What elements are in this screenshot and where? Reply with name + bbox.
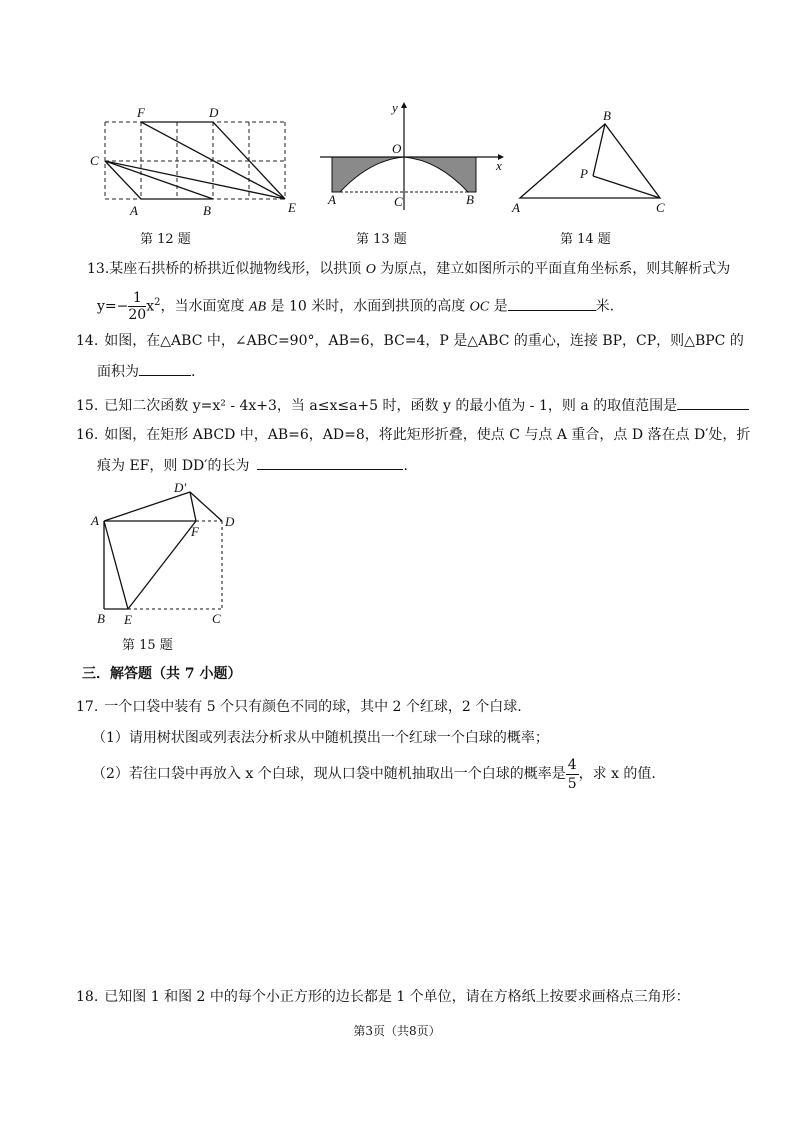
label-B: B bbox=[97, 611, 105, 626]
label-E: E bbox=[288, 200, 296, 215]
label-C: C bbox=[212, 611, 221, 626]
label-C: C bbox=[656, 200, 665, 215]
question-14: 14. 如图，在△ABC 中，∠ABC=90°，AB=6，BC=4，P 是△ABC 的重心，连接 BP，CP，则△BPC 的 bbox=[76, 333, 744, 349]
label-E: E bbox=[124, 612, 132, 627]
label-D: D bbox=[209, 105, 219, 120]
figure-12 bbox=[85, 100, 305, 225]
label-y: y bbox=[392, 100, 398, 115]
question-17-part1: （1）请用树状图或列表法分析求从中随机摸出一个红球一个白球的概率； bbox=[92, 730, 549, 746]
q17-fraction: $\frac{4}{5}$ bbox=[567, 756, 577, 792]
question-18: 18. 已知图 1 和图 2 中的每个小正方形的边长都是 1 个单位，请在方格纸上按要求画格点三角形： bbox=[76, 989, 690, 1005]
question-15: 15. 已知二次函数 y=x² - 4x+3，当 a≤x≤a+5 时，函数 y 的最小值为 - 1，则 a 的取值范围是 bbox=[76, 395, 749, 416]
q13-answer-blank[interactable] bbox=[508, 296, 596, 311]
arch-shade-right bbox=[404, 157, 476, 192]
question-14-line2: 面积为 . bbox=[97, 361, 195, 382]
q13-num: 13. bbox=[87, 261, 110, 277]
label-O: O bbox=[392, 141, 402, 156]
label-A: A bbox=[130, 203, 138, 218]
label-A: A bbox=[91, 513, 99, 528]
q16-answer-blank[interactable] bbox=[257, 455, 403, 470]
label-A: A bbox=[328, 192, 336, 207]
label-D-prime: D′ bbox=[174, 480, 187, 495]
label-B: B bbox=[203, 203, 211, 218]
label-A: A bbox=[512, 200, 520, 215]
question-13-line2: y=− $\frac{1}{20}$ $x^2$，当水面宽度 AB 是 10 米时，水面到拱顶的高度 OC 是 米. bbox=[97, 290, 615, 324]
section-3-title: 三．解答题（共 7 小题） bbox=[82, 666, 242, 682]
page-footer: 第3页（共8页） bbox=[353, 1024, 441, 1038]
question-17: 17. 一个口袋中装有 5 个只有颜色不同的球，其中 2 个红球，2 个白球. bbox=[76, 699, 522, 715]
figure-13-caption: 第 13 题 bbox=[356, 232, 407, 247]
figure-14-caption: 第 14 题 bbox=[560, 232, 611, 247]
figure-13 bbox=[320, 100, 510, 215]
q14-answer-blank[interactable] bbox=[139, 361, 191, 376]
figure-15 bbox=[88, 478, 248, 628]
label-P: P bbox=[580, 166, 588, 181]
label-C: C bbox=[90, 153, 99, 168]
figure-14 bbox=[505, 110, 675, 215]
label-D: D bbox=[225, 514, 235, 529]
arch-shade-left bbox=[332, 157, 404, 192]
q15-answer-blank[interactable] bbox=[677, 395, 749, 410]
label-B: B bbox=[603, 110, 611, 123]
figure-12-caption: 第 12 题 bbox=[140, 232, 191, 247]
figure-15-caption: 第 15 题 bbox=[122, 638, 173, 653]
label-C: C bbox=[394, 194, 403, 209]
question-13: 13.某座石拱桥的桥拱近似抛物线形，以拱顶 O 为原点，建立如图所示的平面直角坐标系，则其解析式为 bbox=[87, 261, 731, 277]
label-x: x bbox=[496, 158, 502, 173]
q13-fraction: $\frac{1}{20}$ bbox=[128, 290, 147, 324]
label-F: F bbox=[191, 524, 199, 539]
label-F: F bbox=[137, 105, 145, 120]
question-16: 16. 如图，在矩形 ABCD 中，AB=6，AD=8，将此矩形折叠，使点 C 与点 A 重合，点 D 落在点 D′处，折 bbox=[76, 427, 751, 443]
label-B: B bbox=[466, 192, 474, 207]
question-17-part2: （2）若往口袋中再放入 x 个白球，现从口袋中随机抽取出一个白球的概率是 $\frac{4}{5}$ ，求 x 的值. bbox=[92, 756, 656, 792]
question-16-line2: 痕为 EF，则 DD′的长为 . bbox=[97, 455, 408, 476]
